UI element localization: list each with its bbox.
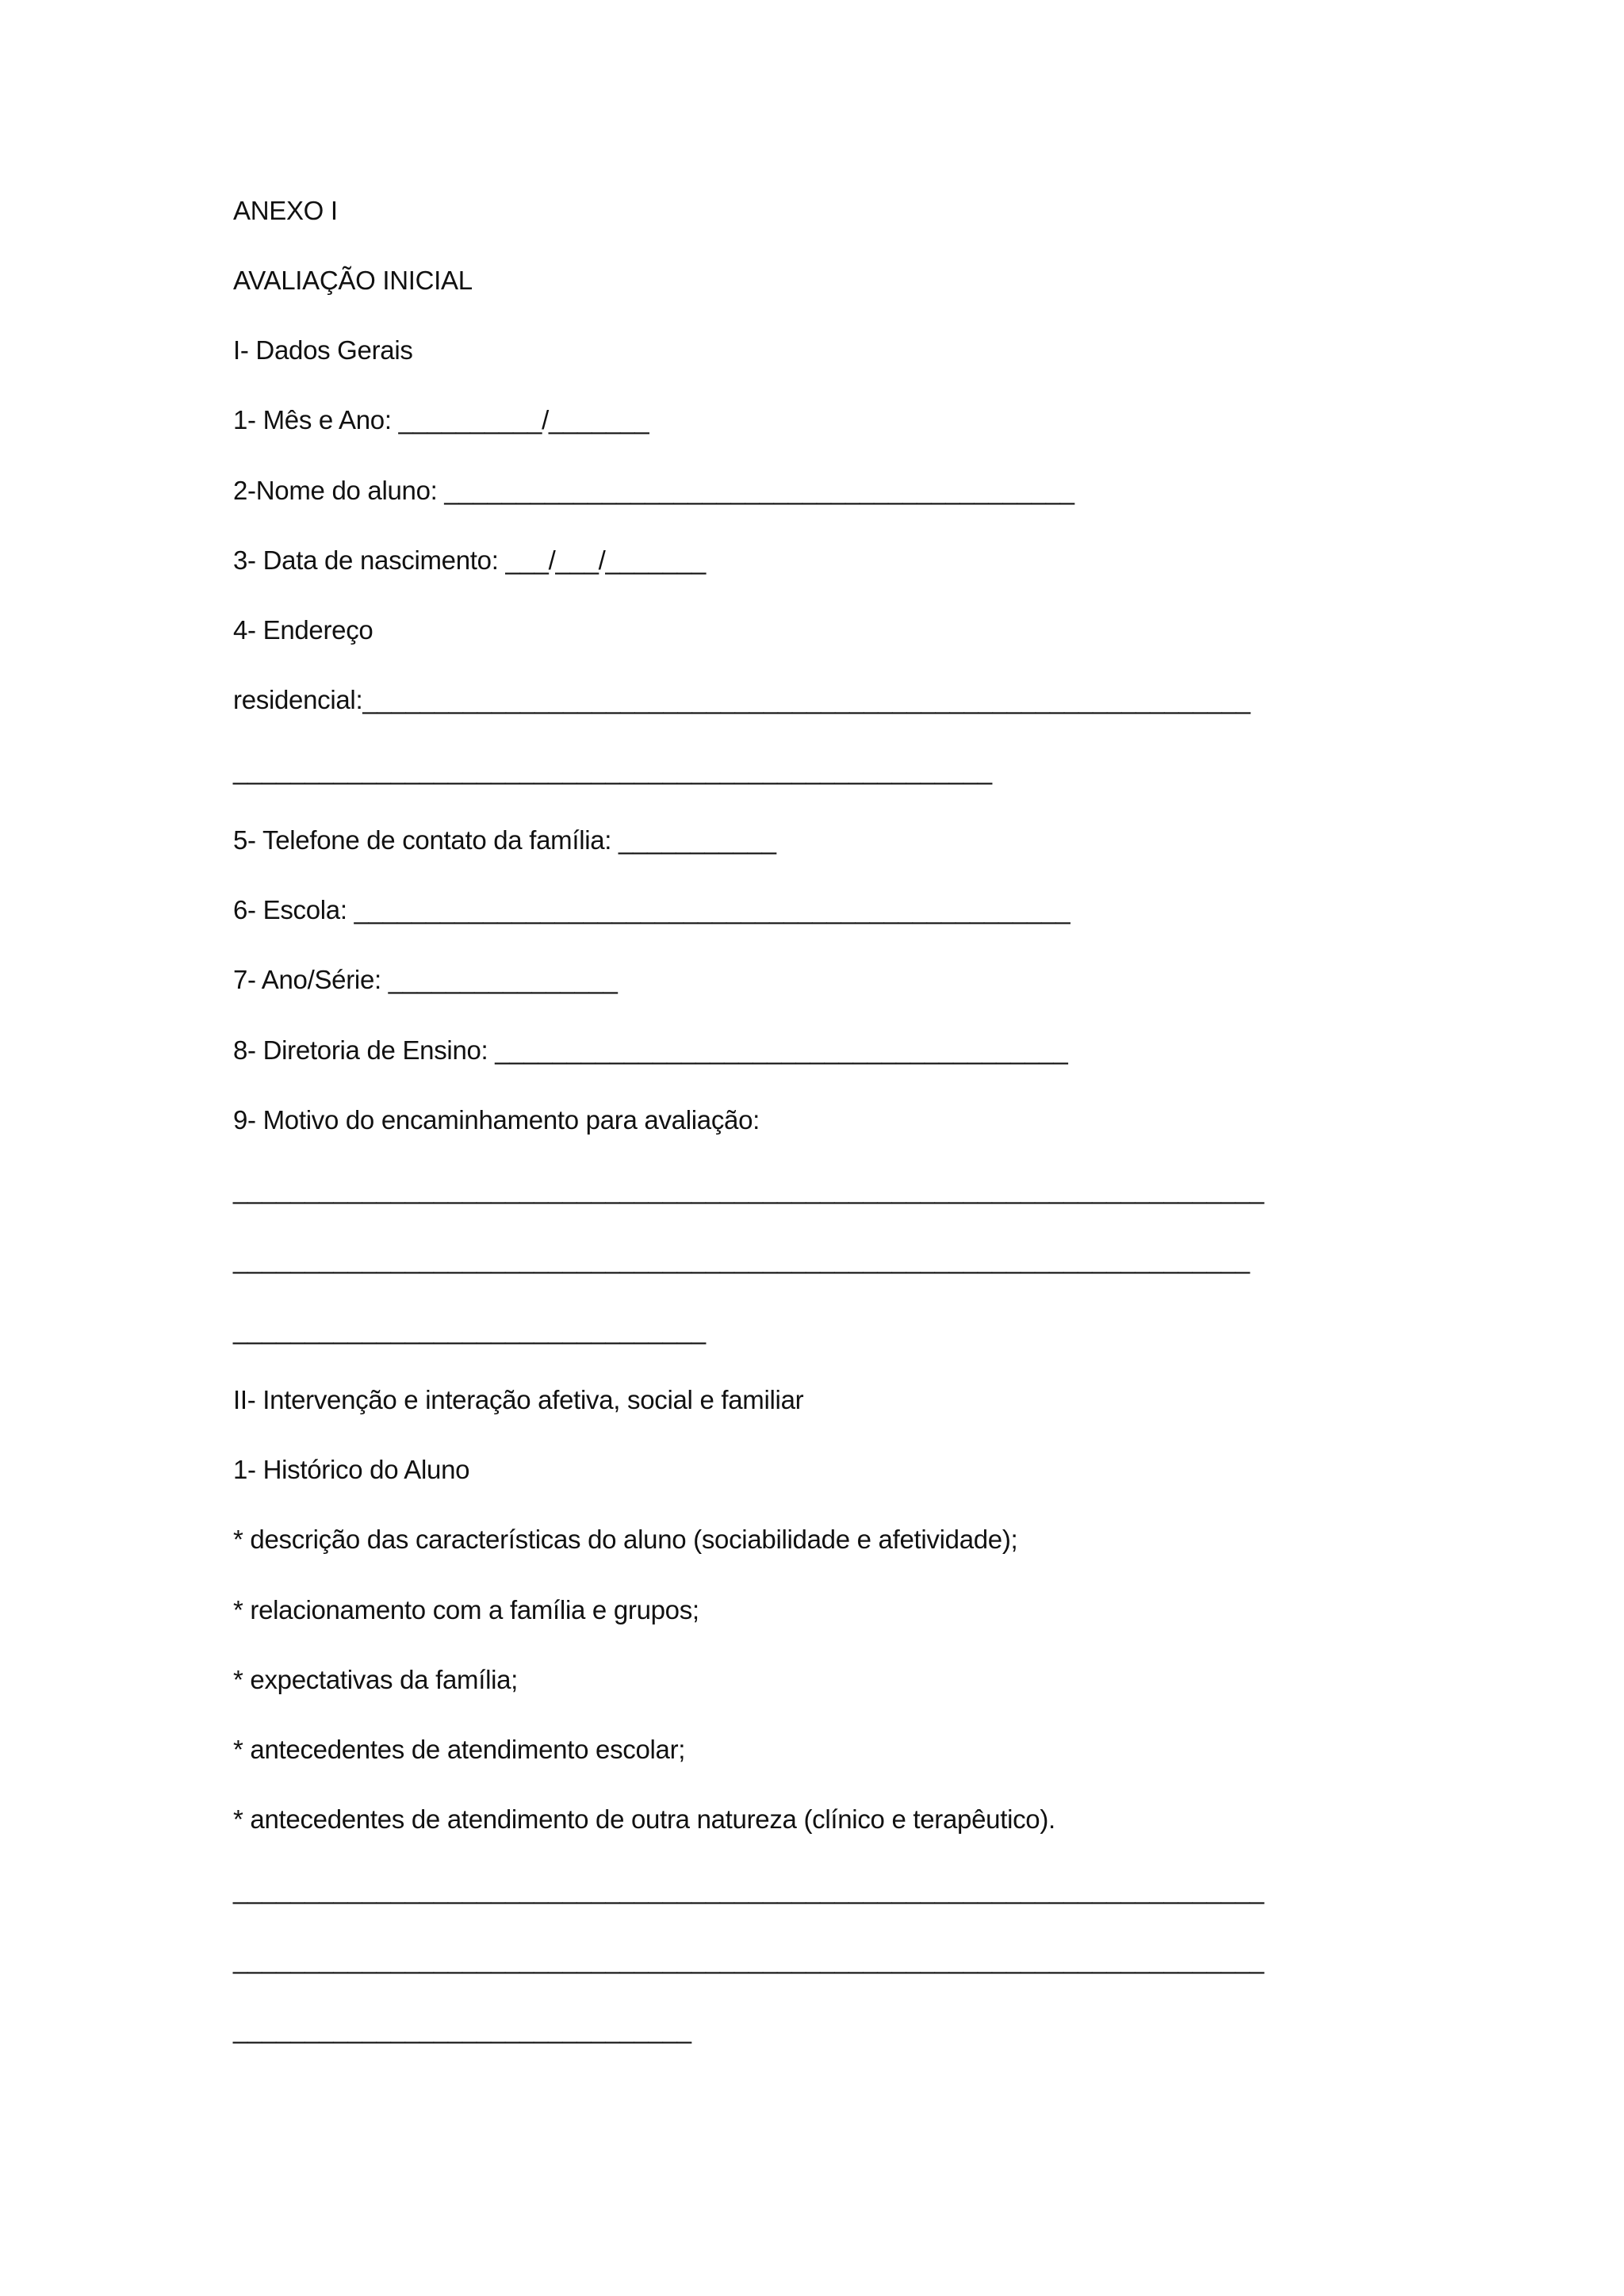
referral-answer-line-3[interactable]: _________________________________ bbox=[233, 1315, 706, 1345]
annex-title: ANEXO I bbox=[233, 196, 338, 225]
education-board-field[interactable]: 8- Diretoria de Ensino: ________________________________________ bbox=[233, 1035, 1068, 1065]
family-phone-field[interactable]: 5- Telefone de contato da família: ___________ bbox=[233, 825, 776, 855]
referral-answer-line-2[interactable]: _______________________________________________________________________ bbox=[233, 1245, 1250, 1274]
student-history-heading: 1- Histórico do Aluno bbox=[233, 1455, 470, 1484]
history-bullet-item: * antecedentes de atendimento de outra natureza (clínico e terapêutico). bbox=[233, 1804, 1055, 1834]
school-field[interactable]: 6- Escola: __________________________________________________ bbox=[233, 895, 1071, 924]
history-bullet-item: * descrição das características do aluno (sociabilidade e afetividade); bbox=[233, 1525, 1018, 1554]
section-2-heading: II- Intervenção e interação afetiva, social e familiar bbox=[233, 1385, 804, 1414]
referral-answer-line-1[interactable]: ________________________________________________________________________ bbox=[233, 1175, 1264, 1204]
history-answer-line-1[interactable]: ________________________________________________________________________ bbox=[233, 1875, 1264, 1904]
address-line-1[interactable]: residencial:______________________________________________________________ bbox=[233, 685, 1251, 714]
address-label: 4- Endereço bbox=[233, 615, 373, 645]
history-bullet-item: * relacionamento com a família e grupos; bbox=[233, 1595, 699, 1624]
history-bullet-item: * antecedentes de atendimento escolar; bbox=[233, 1735, 686, 1764]
history-answer-line-2[interactable]: ________________________________________________________________________ bbox=[233, 1945, 1264, 1974]
birth-date-field[interactable]: 3- Data de nascimento: ___/___/_______ bbox=[233, 545, 706, 575]
history-answer-line-3[interactable]: ________________________________ bbox=[233, 2015, 691, 2044]
history-bullet-item: * expectativas da família; bbox=[233, 1665, 519, 1694]
grade-field[interactable]: 7- Ano/Série: ________________ bbox=[233, 965, 618, 994]
month-year-field[interactable]: 1- Mês e Ano: __________/_______ bbox=[233, 405, 649, 434]
student-name-field[interactable]: 2-Nome do aluno: ____________________________________________ bbox=[233, 476, 1074, 505]
address-line-2[interactable]: _____________________________________________________ bbox=[233, 756, 992, 785]
referral-reason-label: 9- Motivo do encaminhamento para avaliação: bbox=[233, 1105, 760, 1135]
form-title: AVALIAÇÃO INICIAL bbox=[233, 266, 473, 295]
section-1-heading: I- Dados Gerais bbox=[233, 335, 413, 365]
